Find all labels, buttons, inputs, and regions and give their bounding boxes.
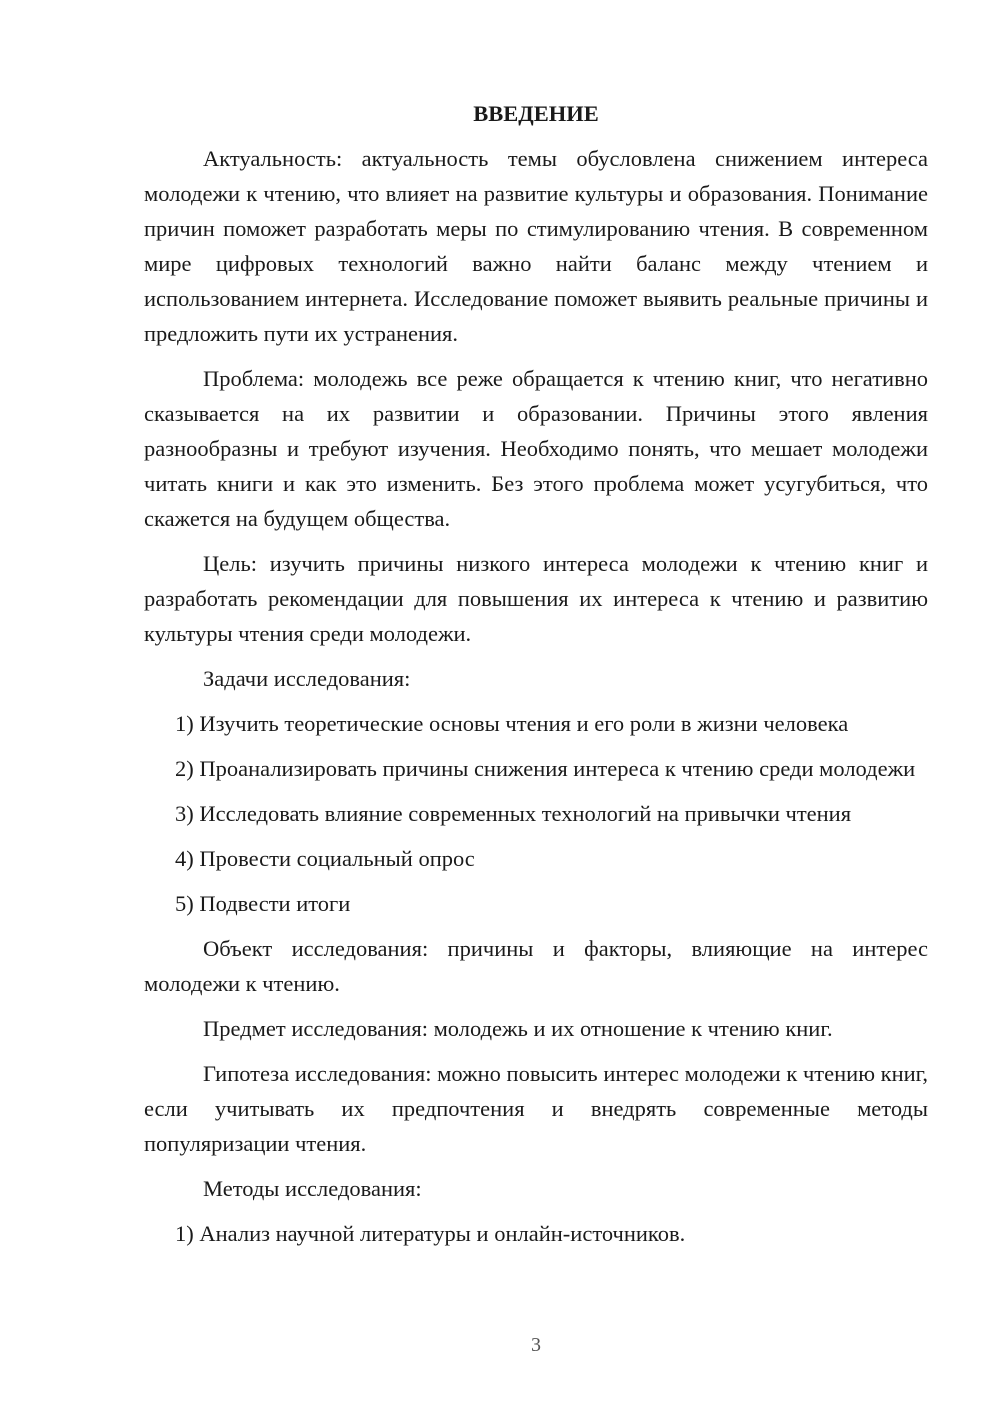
task-item-1: 1) Изучить теоретические основы чтения и его роли в жизни человека bbox=[175, 711, 849, 736]
section-heading: ВВЕДЕНИЕ bbox=[473, 101, 599, 126]
paragraph-subject: Предмет исследования: молодежь и их отношение к чтению книг. bbox=[203, 1016, 833, 1041]
task-item-4: 4) Провести социальный опрос bbox=[175, 846, 475, 871]
task-item-5: 5) Подвести итоги bbox=[175, 891, 351, 916]
paragraph-relevance: Актуальность: актуальность темы обусловлена снижением интереса молодежи к чтению, что влияет на развитие культуры и образования. Понимание причин поможет разработать меры по стимулированию чтения. В современном мире цифровых технологий важно найти баланс между чтением и использованием интернета. Исследование поможет выявить реальные причины и предложить пути их устранения. bbox=[144, 146, 928, 346]
paragraph-hypothesis: Гипотеза исследования: можно повысить интерес молодежи к чтению книг, если учитывать их предпочтения и внедрять современные методы популяризации чтения. bbox=[144, 1061, 928, 1156]
method-item-1: 1) Анализ научной литературы и онлайн-источников. bbox=[175, 1221, 686, 1246]
task-item-2: 2) Проанализировать причины снижения интереса к чтению среди молодежи bbox=[175, 756, 916, 781]
document-page bbox=[144, 96, 928, 1261]
methods-title: Методы исследования: bbox=[203, 1176, 422, 1201]
paragraph-object: Объект исследования: причины и факторы, влияющие на интерес молодежи к чтению. bbox=[144, 936, 928, 996]
paragraph-problem: Проблема: молодежь все реже обращается к чтению книг, что негативно сказывается на их развитии и образовании. Причины этого явления разнообразны и требуют изучения. Необходимо понять, что мешает молодежи читать книги и как это изменить. Без этого проблема может усугубиться, что скажется на будущем общества. bbox=[144, 366, 928, 531]
paragraph-goal: Цель: изучить причины низкого интереса молодежи к чтению книг и разработать рекомендации для повышения их интереса к чтению и развитию культуры чтения среди молодежи. bbox=[144, 551, 928, 646]
task-item-3: 3) Исследовать влияние современных технологий на привычки чтения bbox=[175, 801, 852, 826]
tasks-title: Задачи исследования: bbox=[203, 666, 411, 691]
page-number: 3 bbox=[531, 1334, 541, 1356]
